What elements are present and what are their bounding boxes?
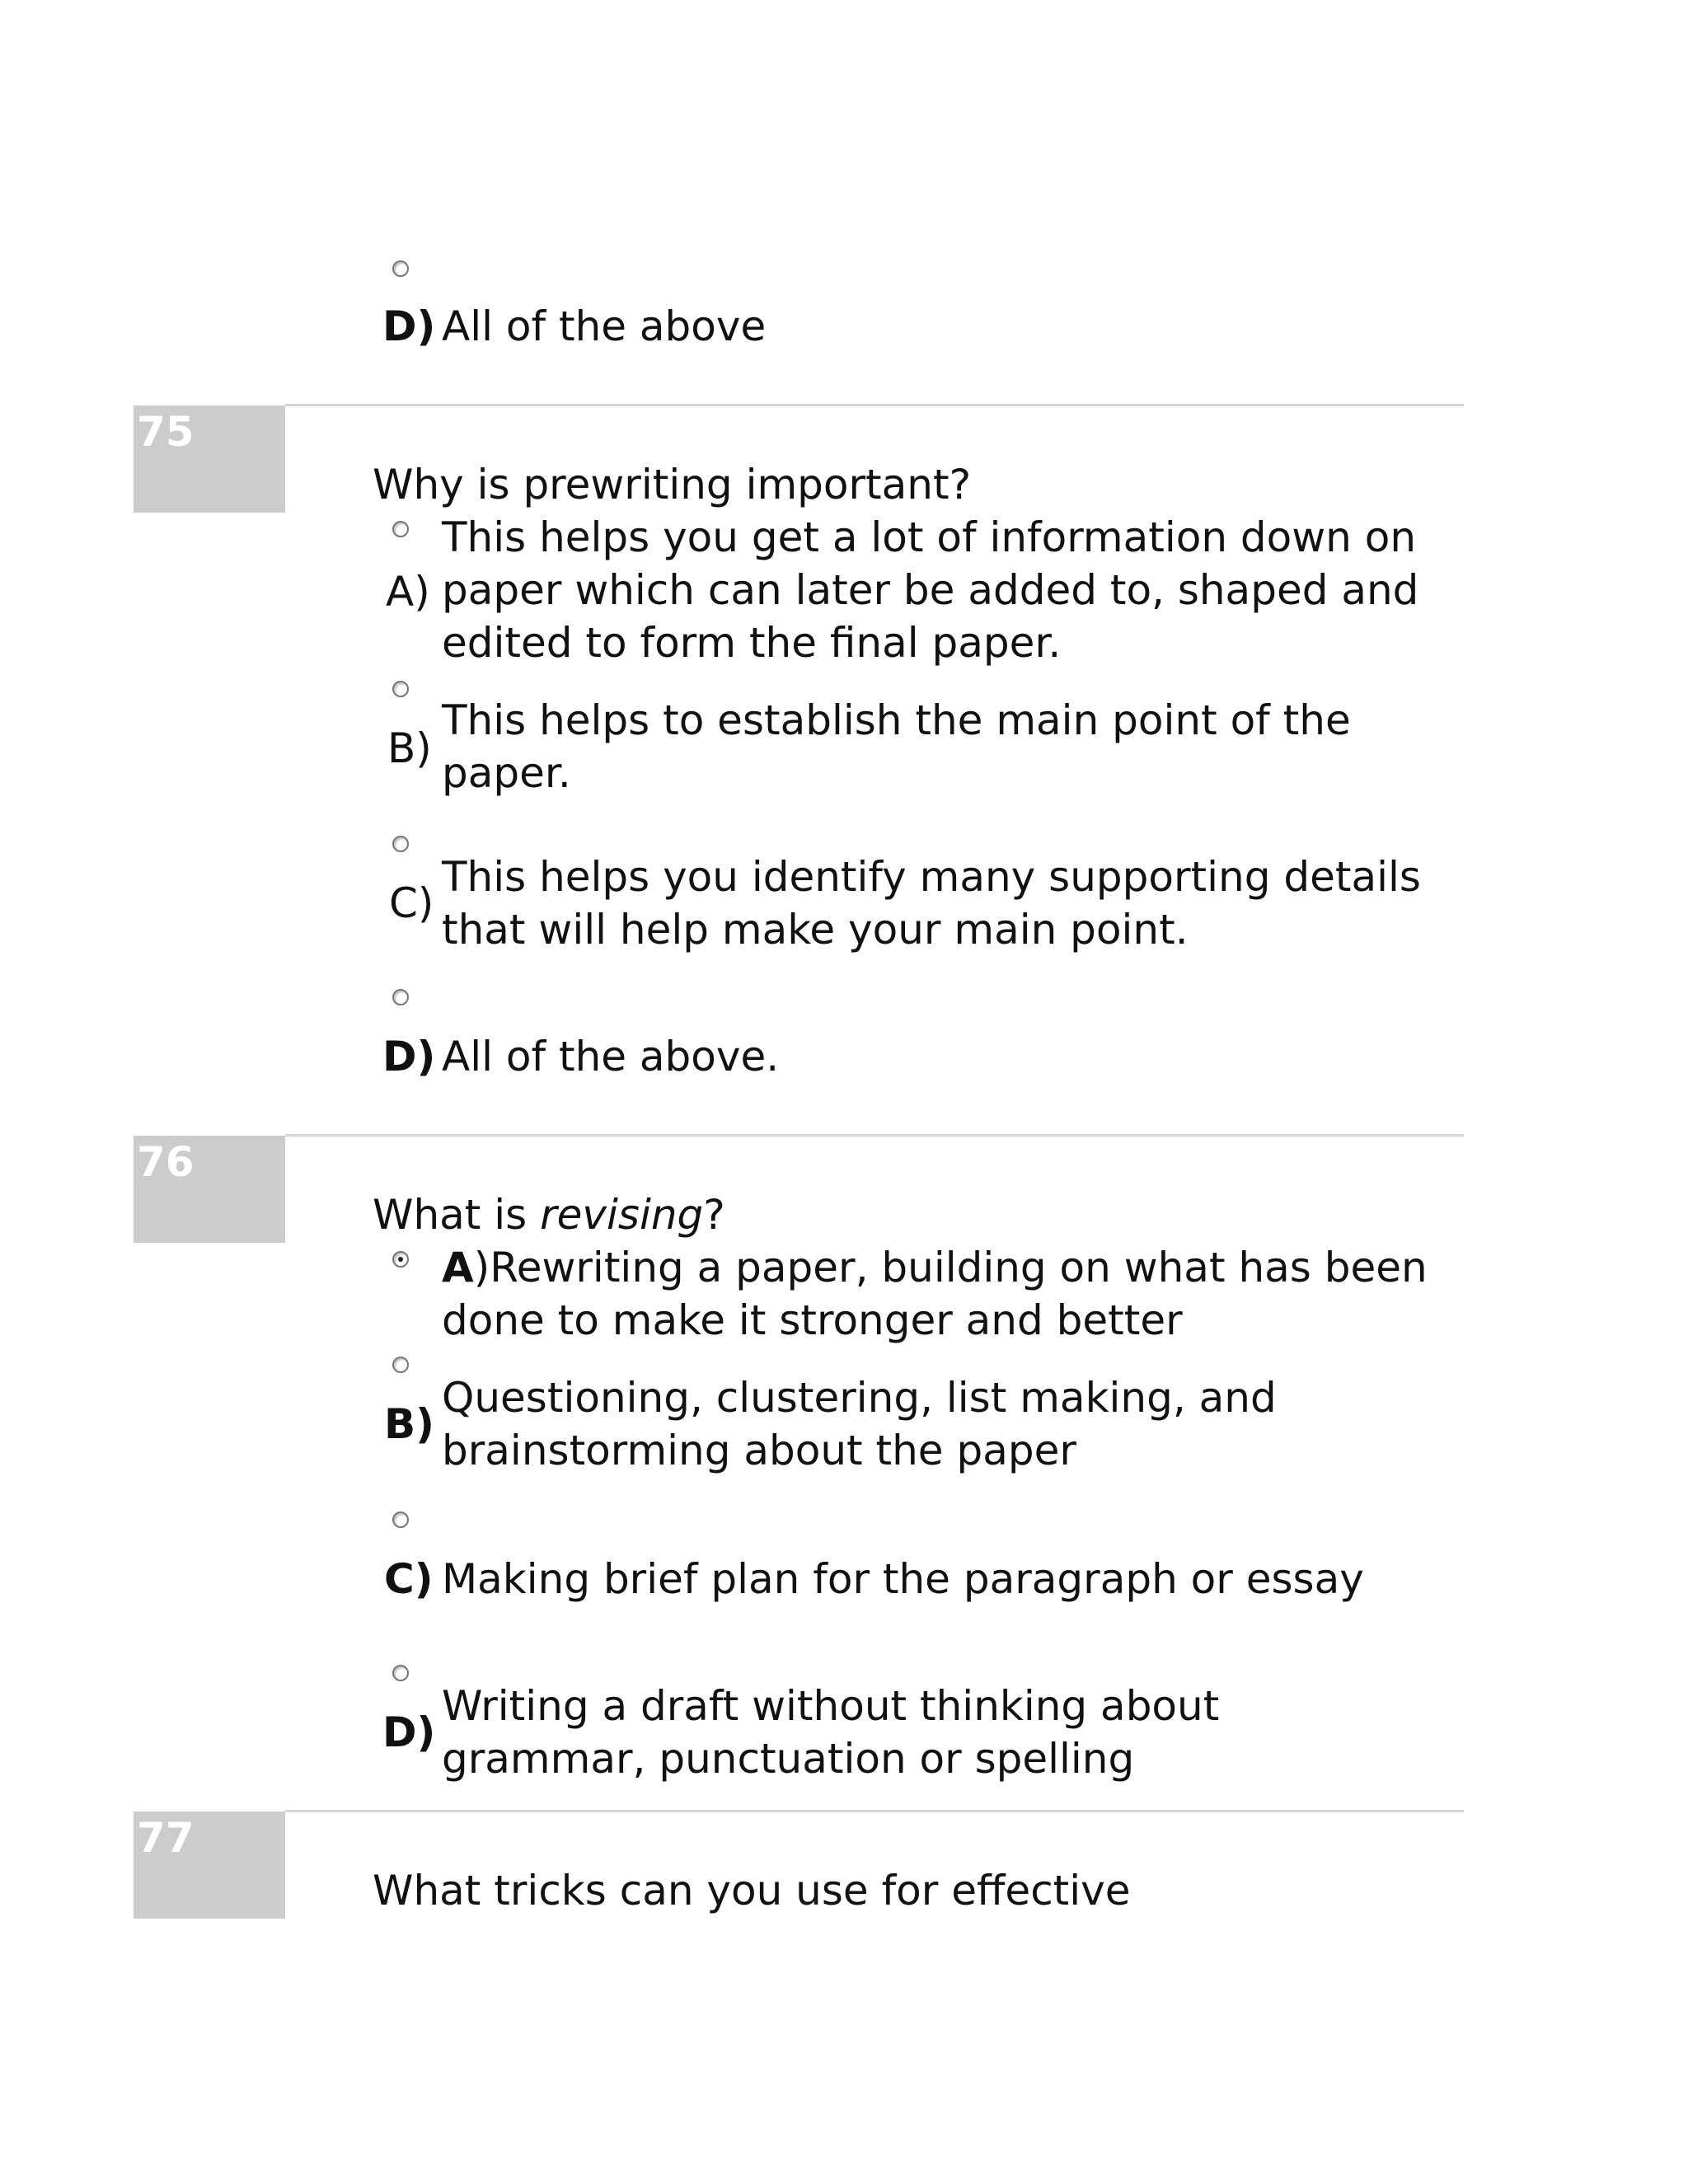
option-d-text: All of the above	[442, 302, 767, 350]
option-b-label: B)	[387, 724, 432, 772]
option-d-label: D)	[382, 302, 436, 350]
question-number: 77	[137, 1814, 195, 1862]
option-c-radio[interactable]	[392, 836, 409, 852]
option-c-text: This helps you identify many supporting details that will help make your main point.	[442, 853, 1421, 954]
question-text: Why is prewriting important?	[373, 461, 972, 509]
question-text: What tricks can you use for effective	[373, 1867, 1131, 1915]
option-a-text: This helps you get a lot of information down on paper which can later be added to, shaped and edited to form the final paper.	[442, 513, 1419, 667]
option-c-text: Making brief plan for the paragraph or essay	[442, 1555, 1364, 1603]
option-d-text: Writing a draft without thinking about grammar, punctuation or spelling	[442, 1682, 1220, 1783]
option-d-radio[interactable]	[392, 260, 409, 277]
option-d-text: All of the above.	[442, 1033, 780, 1080]
question-separator	[285, 404, 1464, 406]
option-b-radio[interactable]	[392, 1357, 409, 1373]
option-c-label: C)	[384, 1555, 434, 1603]
option-b-text: This helps to establish the main point of the paper.	[442, 696, 1351, 797]
question-number: 75	[137, 408, 195, 456]
question-number-badge	[134, 1136, 285, 1243]
option-c-radio[interactable]	[392, 1511, 409, 1528]
question-text: What is revising?	[373, 1191, 725, 1239]
option-a-radio[interactable]	[392, 521, 409, 537]
question-number-badge	[134, 405, 285, 513]
option-d-radio[interactable]	[392, 989, 409, 1005]
option-d-label: D)	[382, 1708, 436, 1756]
question-separator	[285, 1134, 1464, 1137]
option-c-label: C)	[389, 879, 434, 927]
option-a-radio-selected[interactable]	[392, 1251, 409, 1268]
question-term: revising	[540, 1191, 704, 1239]
option-b-radio[interactable]	[392, 681, 409, 697]
option-a-label: A)	[386, 568, 430, 616]
option-d-label: D)	[382, 1033, 436, 1080]
question-number-badge	[134, 1811, 285, 1919]
option-b-text: Questioning, clustering, list making, and brainstorming about the paper	[442, 1374, 1277, 1474]
option-d-radio[interactable]	[392, 1665, 409, 1681]
option-a-text: A)Rewriting a paper, building on what has been done to make it stronger and better	[442, 1244, 1428, 1344]
question-number: 76	[137, 1138, 195, 1186]
question-separator	[285, 1810, 1464, 1812]
option-b-label: B)	[384, 1400, 434, 1448]
